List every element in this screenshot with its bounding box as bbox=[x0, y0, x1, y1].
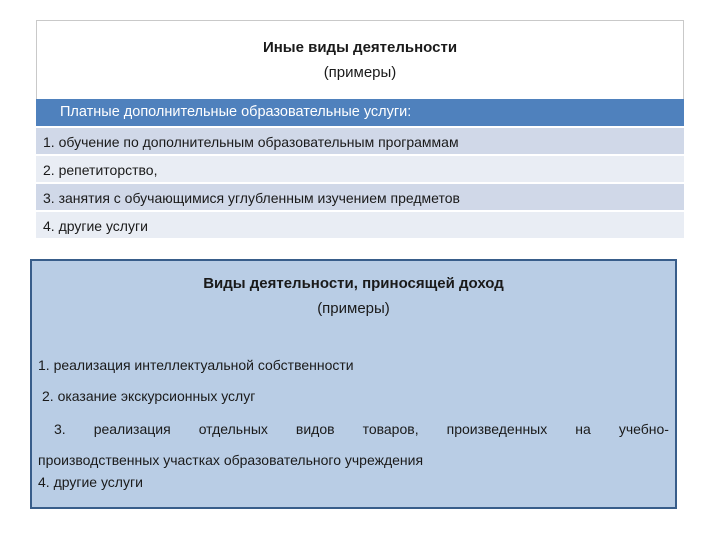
list-item-word: товаров, bbox=[362, 421, 419, 437]
income-activities-title: Виды деятельности, приносящей доход bbox=[203, 275, 504, 292]
table-row: 1. обучение по дополнительным образовательным программам bbox=[36, 126, 684, 154]
table-row: 3. занятия с обучающимися углубленным изучением предметов bbox=[36, 182, 684, 210]
list-item-word: отдельных bbox=[198, 421, 268, 437]
list-item-continuation: производственных участках образовательного учреждения bbox=[38, 452, 424, 468]
list-item-word: видов bbox=[295, 421, 335, 437]
other-activities-title: Иные виды деятельности bbox=[262, 39, 458, 56]
table-row: 4. другие услуги bbox=[36, 210, 684, 238]
income-activities-block bbox=[30, 259, 677, 509]
table-row: 2. репетиторство, bbox=[36, 154, 684, 182]
list-item: 2. оказание экскурсионных услуг bbox=[42, 388, 256, 404]
list-item-word: на bbox=[575, 421, 591, 437]
list-item-justified bbox=[54, 421, 669, 437]
list-item-word: учебно- bbox=[618, 421, 669, 437]
list-item-word: произведенных bbox=[446, 421, 548, 437]
income-activities-subtitle: (примеры) bbox=[317, 300, 390, 317]
other-activities-subtitle: (примеры) bbox=[323, 64, 397, 81]
paid-services-header: Платные дополнительные образовательные услуги: bbox=[36, 99, 684, 126]
other-activities-block bbox=[36, 20, 684, 246]
paid-services-table bbox=[36, 99, 684, 238]
list-item: 4. другие услуги bbox=[38, 474, 143, 490]
other-activities-heading bbox=[36, 20, 684, 100]
list-item: 1. реализация интеллектуальной собственности bbox=[38, 357, 354, 373]
list-item-word: реализация bbox=[93, 421, 171, 437]
list-item-word: 3. bbox=[54, 421, 66, 437]
